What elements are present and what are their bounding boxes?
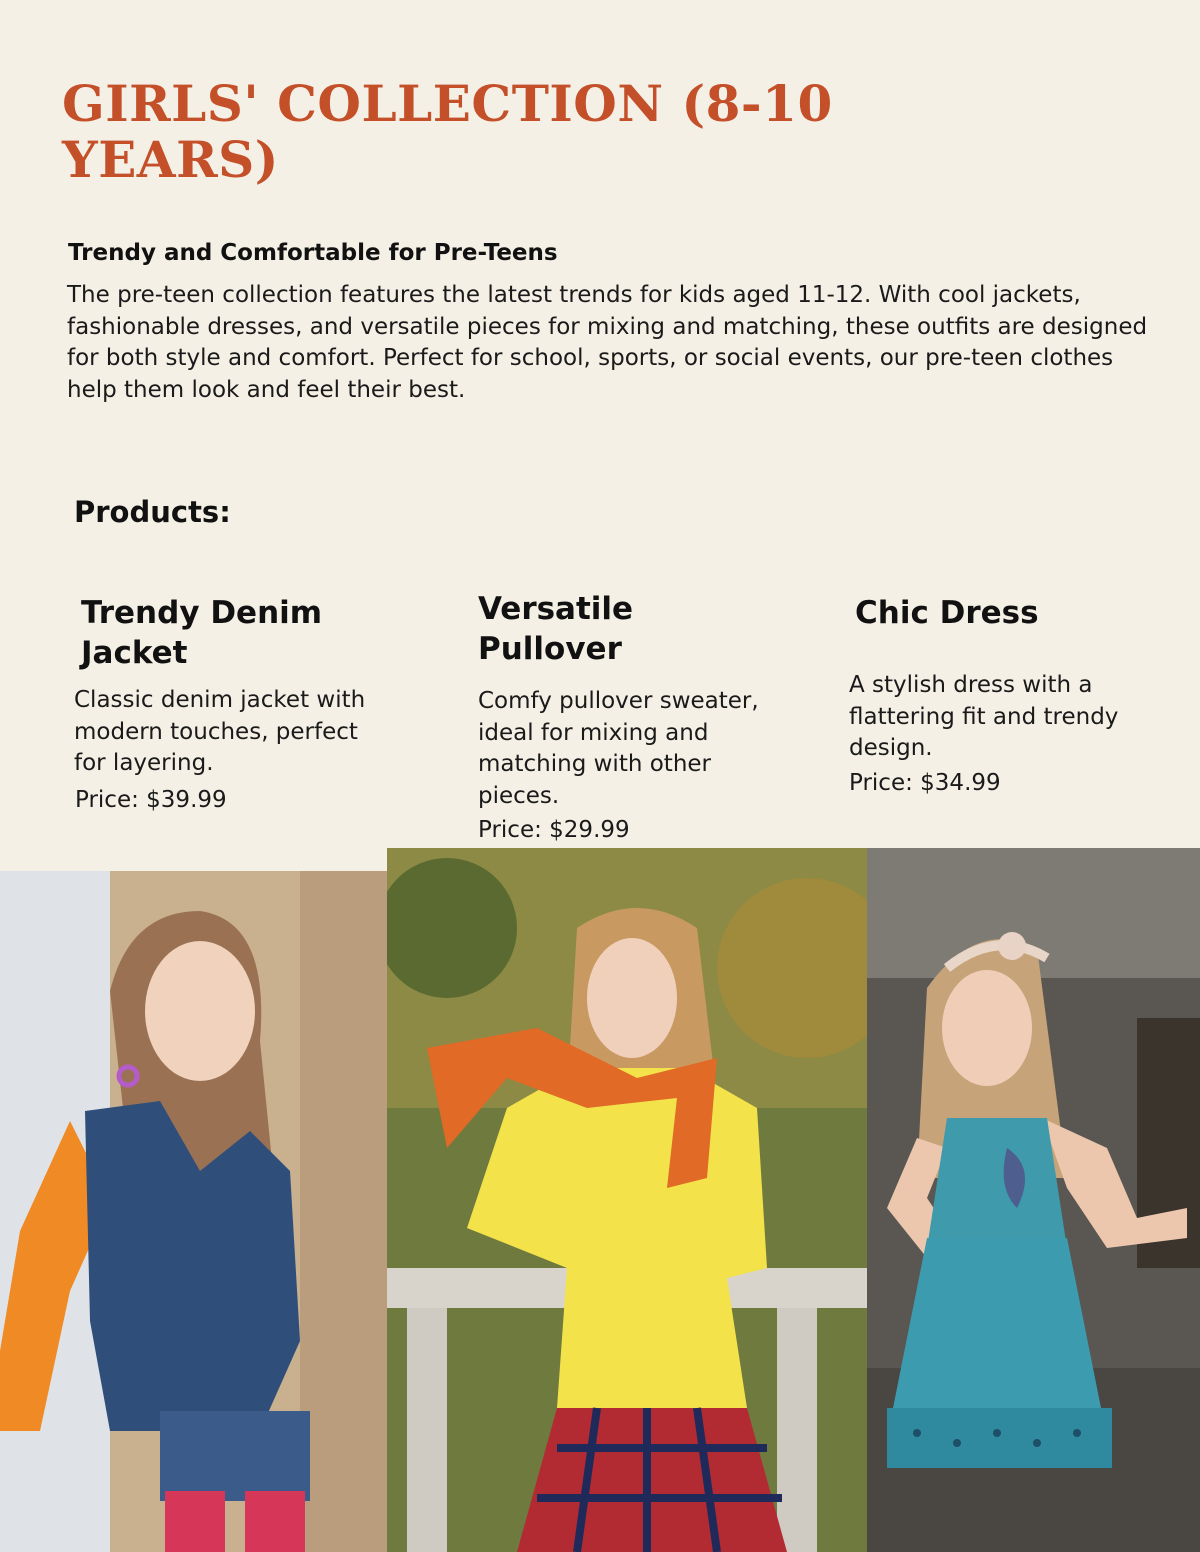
product-name-pullover: Versatile Pullover — [478, 591, 634, 667]
intro-paragraph: The pre-teen collection features the latest trends for kids aged 11-12. With cool jackets, fashionable dresses, and versatile pieces for mixing and matching, these outfits are designed for both style and comfort. Perfect for school, sports, or social events, our pre-teen clothes help them look and feel their best. — [67, 282, 1148, 403]
product-price-chic-dress: Price: $34.99 — [849, 770, 1001, 796]
page-subheading: Trendy and Comfortable for Pre-Teens — [68, 240, 558, 266]
product-description-chic-dress: A stylish dress with a flattering fit and trendy design. — [849, 672, 1119, 761]
product-photo-chic-dress — [867, 848, 1200, 1552]
pullover-illustration — [387, 848, 867, 1552]
chic-dress-illustration — [867, 848, 1200, 1552]
product-name-chic-dress: Chic Dress — [855, 595, 1039, 631]
product-price-pullover: Price: $29.99 — [478, 817, 630, 843]
product-name-denim-jacket: Trendy Denim Jacket — [81, 595, 323, 671]
product-photo-pullover — [387, 848, 867, 1552]
product-description-denim-jacket: Classic denim jacket with modern touches, perfect for layering. — [74, 687, 366, 776]
denim-jacket-illustration — [0, 871, 387, 1552]
product-description-pullover: Comfy pullover sweater, ideal for mixing and matching with other pieces. — [478, 688, 759, 809]
product-photo-denim-jacket — [0, 871, 387, 1552]
product-price-denim-jacket: Price: $39.99 — [75, 787, 227, 813]
products-heading: Products: — [74, 495, 231, 529]
page-title: GIRLS' COLLECTION (8-10 YEARS) — [62, 74, 833, 189]
